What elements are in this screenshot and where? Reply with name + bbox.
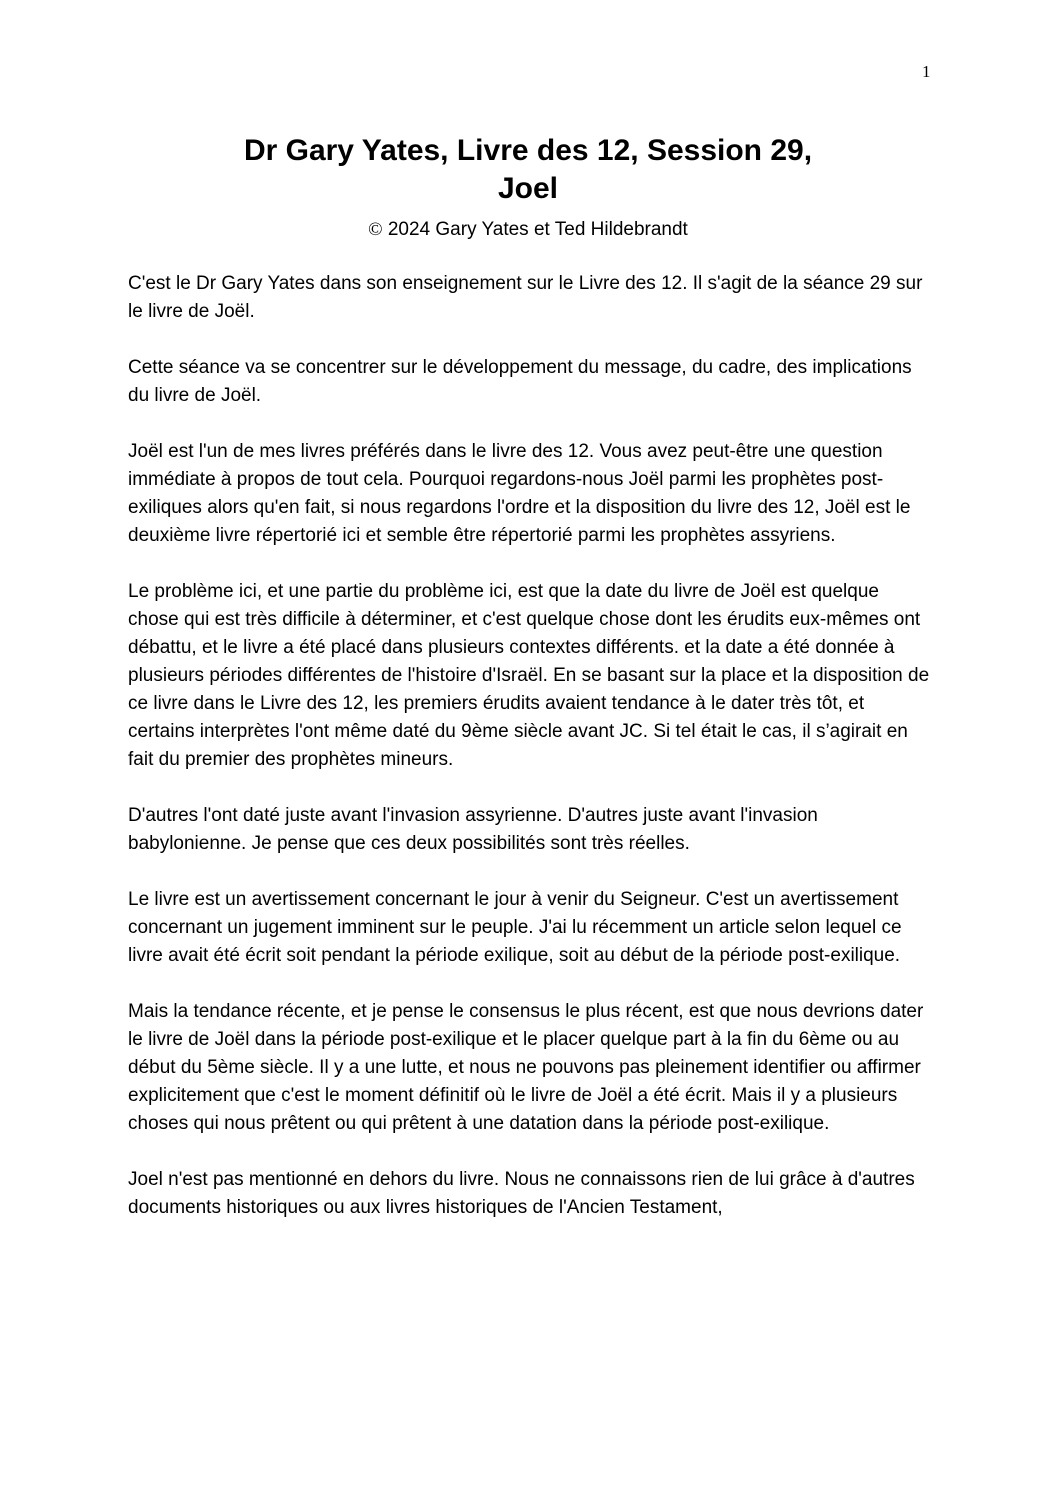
paragraph-3: Joël est l'un de mes livres préférés dans le livre des 12. Vous avez peut-être une question immédiate à propos de tout cela. Pourquoi regardons-nous Joël parmi les prophètes post-exiliques alors qu'en fait, si nous regardons l'ordre et la disposition du livre des 12, Joël est le deuxième livre répertorié ici et semble être répertorié parmi les prophètes assyriens. <box>128 441 911 546</box>
paragraph-2: Cette séance va se concentrer sur le développement du message, du cadre, des implications du livre de Joël. <box>128 357 912 406</box>
copyright-text: 2024 Gary Yates et Ted Hildebrandt <box>382 219 688 240</box>
document-title <box>128 132 928 208</box>
paragraph-7: Mais la tendance récente, et je pense le consensus le plus récent, est que nous devrions dater le livre de Joël dans la période post-exilique et le placer quelque part à la fin du 6ème ou au début du 5ème siècle. Il y a une lutte, et nous ne pouvons pas pleinement identifier ou affirmer explicitement que c'est le moment définitif où le livre de Joël a été écrit. Mais il y a plusieurs choses qui nous prêtent ou qui prêtent à une datation dans la période post-exilique. <box>128 1001 924 1134</box>
title-line-1: Dr Gary Yates, Livre des 12, Session 29, <box>243 134 813 167</box>
paragraph-8: Joel n'est pas mentionné en dehors du livre. Nous ne connaissons rien de lui grâce à d'autres documents historiques ou aux livres historiques de l'Ancien Testament, <box>128 1169 915 1218</box>
copyright-symbol: © <box>368 219 383 240</box>
body-text <box>128 270 934 1250</box>
paragraph-5: D'autres l'ont daté juste avant l'invasion assyrienne. D'autres juste avant l'invasion babylonienne. Je pense que ces deux possibilités sont très réelles. <box>128 805 818 854</box>
paragraph-4: Le problème ici, et une partie du problème ici, est que la date du livre de Joël est quelque chose qui est très difficile à déterminer, et c'est quelque chose dont les érudits eux-mêmes ont débattu, et le livre a été placé dans plusieurs contextes différents. et la date a été donnée à plusieurs périodes différentes de l'histoire d'Israël. En se basant sur la place et la disposition de ce livre dans le Livre des 12, les premiers érudits avaient tendance à le dater très tôt, et certains interprètes l'ont même daté du 9ème siècle avant JC. Si tel était le cas, il s’agirait en fait du premier des prophètes mineurs. <box>128 581 930 770</box>
paragraph-1: C'est le Dr Gary Yates dans son enseignement sur le Livre des 12. Il s'agit de la séance 29 sur le livre de Joël. <box>128 273 923 322</box>
paragraph-6: Le livre est un avertissement concernant le jour à venir du Seigneur. C'est un avertissement concernant un jugement imminent sur le peuple. J'ai lu récemment un article selon lequel ce livre avait été écrit soit pendant la période exilique, soit au début de la période post-exilique. <box>128 889 902 966</box>
page-number: 1 <box>922 62 931 81</box>
copyright-line <box>128 216 928 244</box>
title-line-2: Joel <box>497 172 559 205</box>
